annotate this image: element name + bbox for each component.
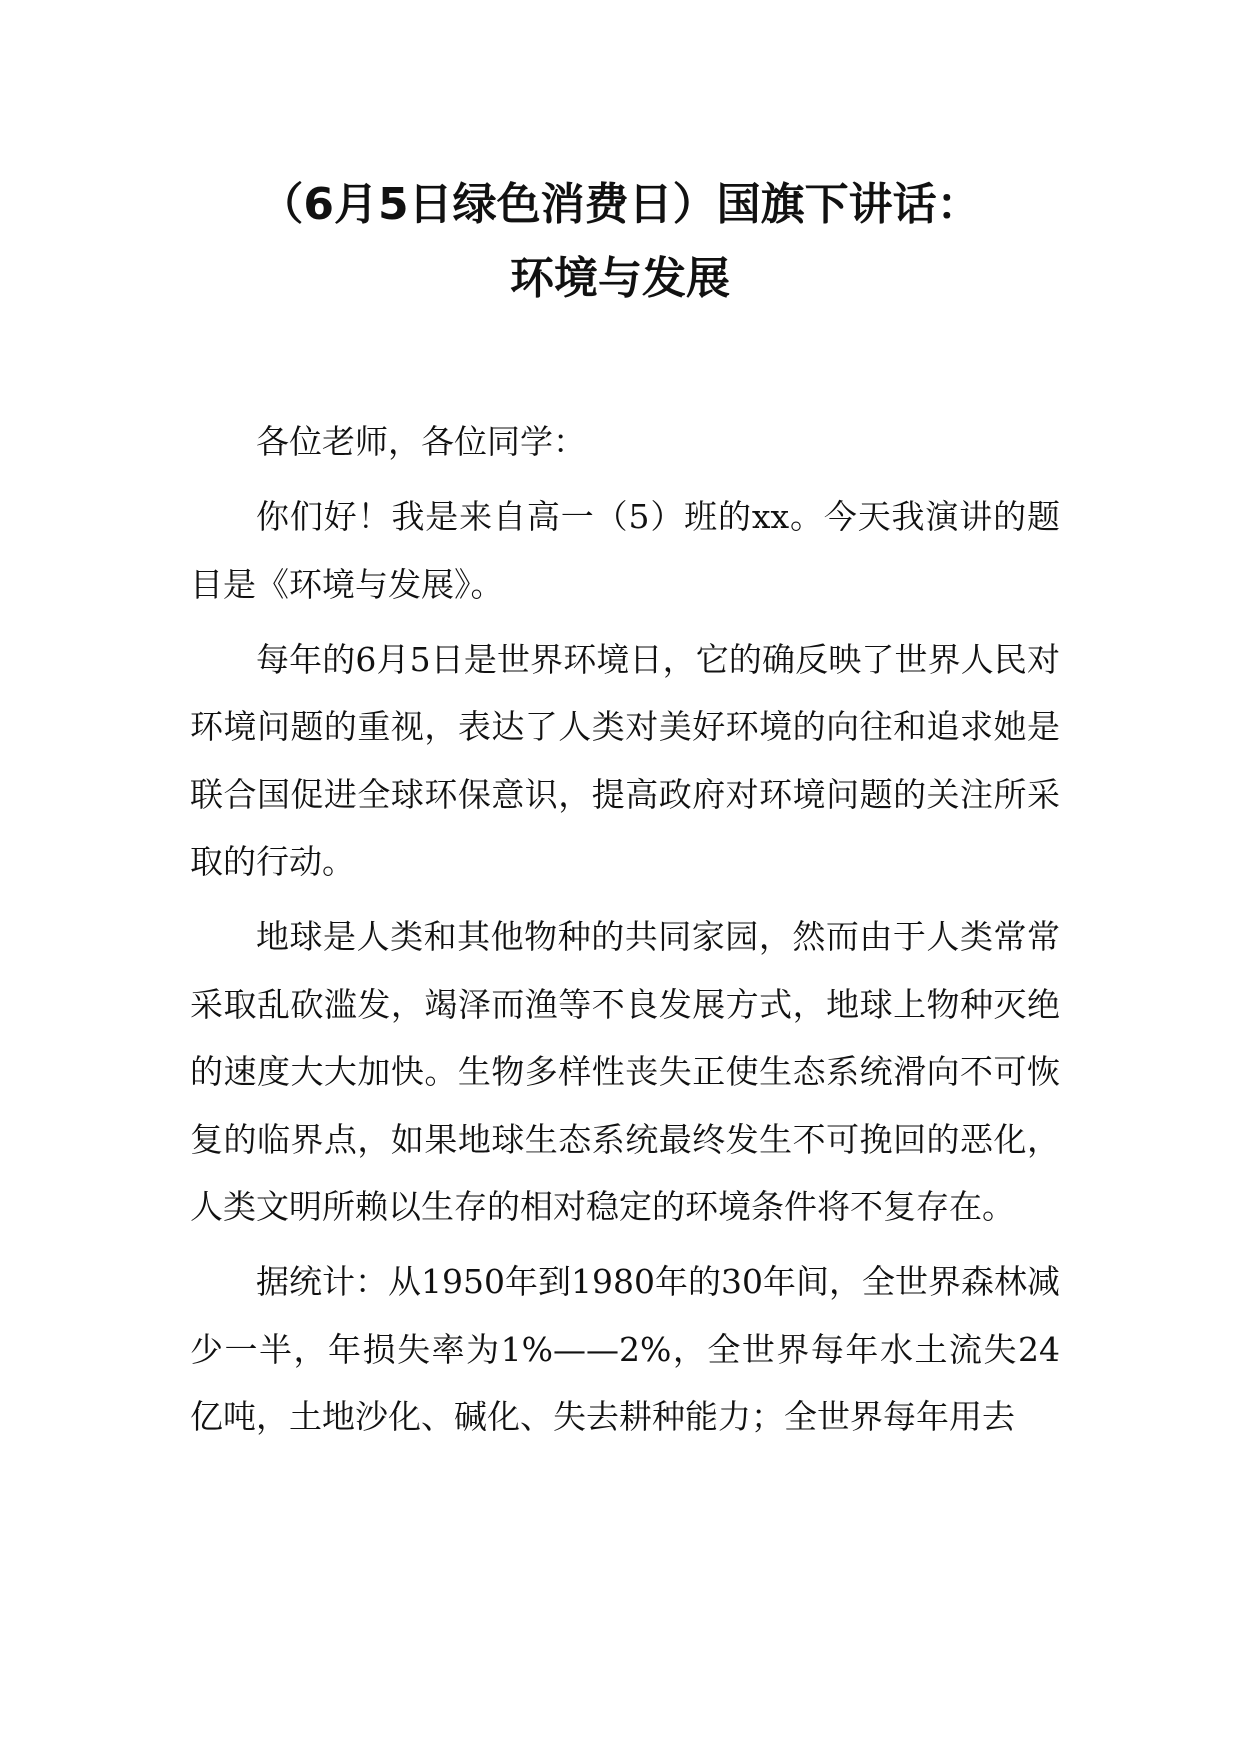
- paragraph: 地球是人类和其他物种的共同家园，然而由于人类常常采取乱砍滥发，竭泽而渔等不良发展方式，地球上物种灭绝的速度大大加快。生物多样性丧失正使生态系统滑向不可恢复的临界点，如果地球生态系统最终发生不可挽回的恶化，人类文明所赖以生存的相对稳定的环境条件将不复存在。: [190, 917, 1060, 1226]
- document-body: [190, 408, 1060, 1458]
- paragraph-greeting: 各位老师，各位同学：: [256, 422, 586, 461]
- paragraph: 据统计：从1950年到1980年的30年间，全世界森林减少一半，年损失率为1%——2%，全世界每年水土流失24亿吨，土地沙化、碱化、失去耕种能力；全世界每年用去: [190, 1262, 1060, 1436]
- paragraph-introduction: 你们好！我是来自高一（5）班的xx。今天我演讲的题目是《环境与发展》。: [190, 497, 1060, 604]
- title-line-1: （6月5日绿色消费日）国旗下讲话：: [259, 179, 981, 230]
- document-title: [150, 168, 1090, 316]
- paragraph: 每年的6月5日是世界环境日，它的确反映了世界人民对环境问题的重视，表达了人类对美好环境的向往和追求她是联合国促进全球环保意识，提高政府对环境问题的关注所采取的行动。: [190, 639, 1060, 881]
- title-line-2: 环境与发展: [510, 253, 730, 304]
